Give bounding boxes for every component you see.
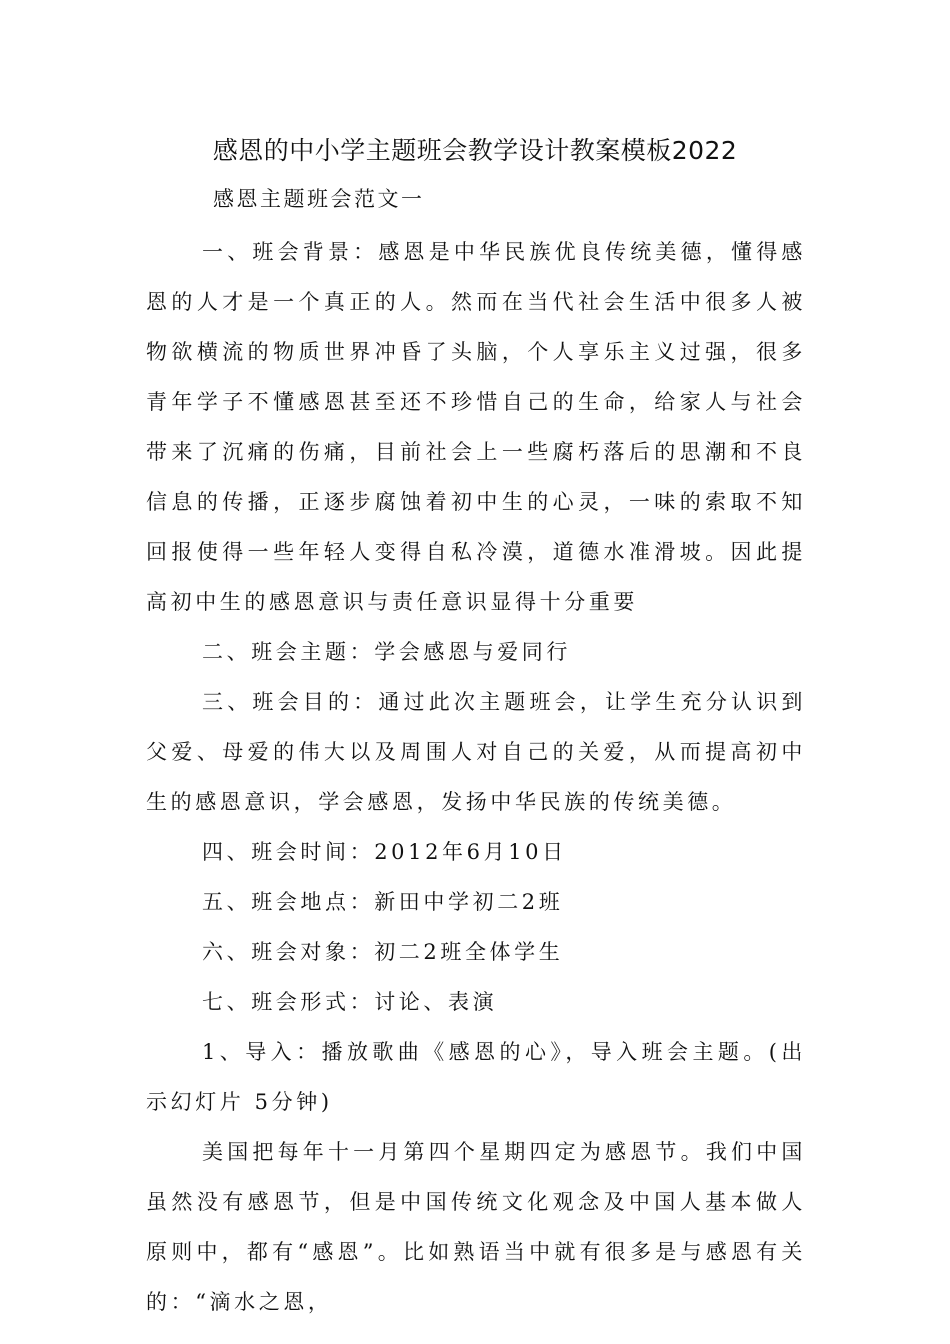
paragraph-background: 一、班会背景：感恩是中华民族优良传统美德，懂得感恩的人才是一个真正的人。然而在当代社会生活中很多人被物欲横流的物质世界冲昏了头脑，个人享乐主义过强，很多青年学子不懂感恩甚至还不珍惜自己的生命，给家人与社会带来了沉痛的伤痛，目前社会上一些腐朽落后的思潮和不良信息的传播，正逐步腐蚀着初中生的心灵，一味的索取不知回报使得一些年轻人变得自私冷漠，道德水准滑坡。因此提高初中生的感恩意识与责任意识显得十分重要	[146, 240, 806, 614]
paragraph-audience: 六、班会对象：初二2班全体学生	[202, 940, 564, 964]
paragraph-thanksgiving: 美国把每年十一月第四个星期四定为感恩节。我们中国虽然没有感恩节，但是中国传统文化观念及中国人基本做人原则中，都有“感恩”。比如熟语当中就有很多是与感恩有关的：“滴水之恩，	[146, 1140, 806, 1314]
paragraph-format: 七、班会形式：讨论、表演	[202, 990, 498, 1014]
document-title: 感恩的中小学主题班会教学设计教案模板2022	[212, 136, 738, 165]
paragraph-location: 五、班会地点：新田中学初二2班	[202, 890, 564, 914]
paragraph-purpose: 三、班会目的：通过此次主题班会，让学生充分认识到父爱、母爱的伟大以及周围人对自己的关爱，从而提高初中生的感恩意识，学会感恩，发扬中华民族的传统美德。	[146, 690, 806, 814]
paragraph-introduction: 1、导入：播放歌曲《感恩的心》，导入班会主题。(出示幻灯片 5分钟)	[146, 1040, 806, 1114]
paragraph-theme: 二、班会主题：学会感恩与爱同行	[202, 640, 571, 664]
paragraph-time: 四、班会时间：2012年6月10日	[202, 840, 567, 864]
document-subtitle: 感恩主题班会范文一	[213, 187, 425, 211]
document-body	[146, 227, 806, 1327]
